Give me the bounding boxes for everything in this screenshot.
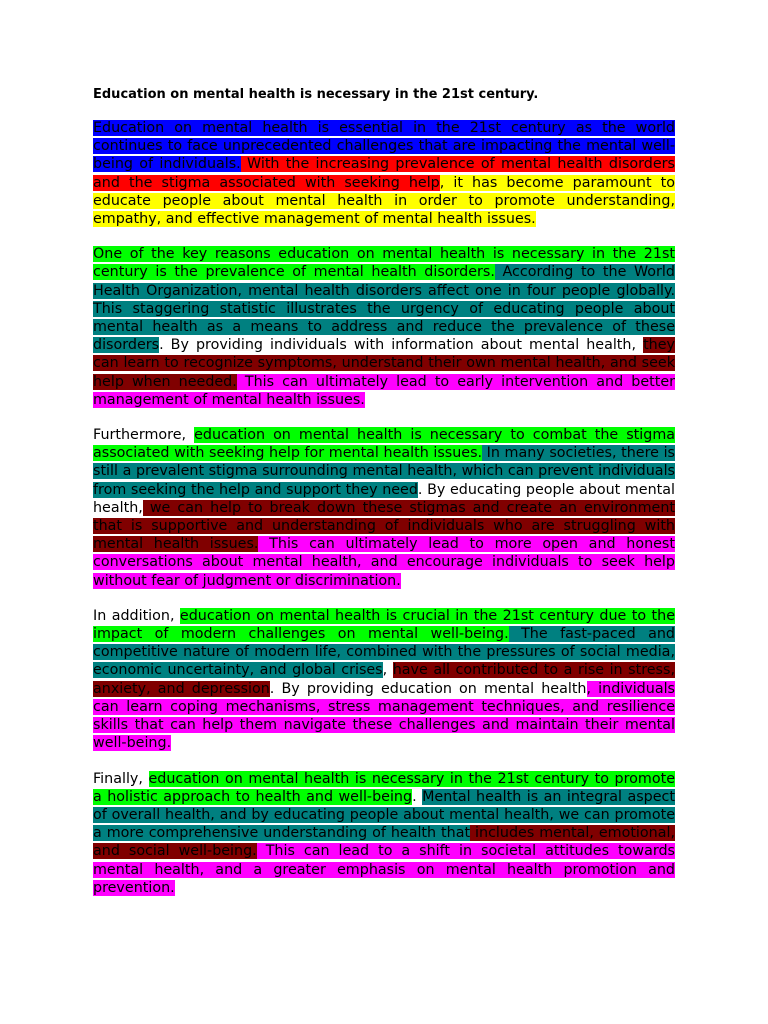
highlighted-text-teal: In many societies, there is still a prevalent stigma surrounding mental health, which can prevent individuals from seeking the help and support they need bbox=[93, 445, 675, 498]
highlighted-text-plain: . By providing individuals with information about mental health, bbox=[159, 337, 644, 354]
highlighted-text-plain: Furthermore, bbox=[93, 427, 195, 444]
highlighted-text-plain: . By providing education on mental health bbox=[269, 680, 587, 697]
highlighted-text-teal: According to the World Health Organization, mental health disorders affect one in four people globally. This staggering statistic illustrates the urgency of educating people about mental health as a means to address and reduce the prevalence of these disorders bbox=[93, 264, 675, 354]
highlighted-text-green: education on mental health is necessary to combat the stigma associated with seeking help for mental health issues. bbox=[93, 427, 676, 462]
document-title: Education on mental health is necessary in the 21st century. bbox=[93, 87, 539, 102]
highlighted-text-magenta: This can ultimately lead to early intervention and better management of mental health issues. bbox=[93, 373, 675, 408]
paragraph bbox=[93, 426, 675, 590]
highlighted-text-plain: . By educating people about mental health, bbox=[93, 481, 675, 516]
highlighted-text-blue: Education on mental health is essential in the 21st century as the world continues to face unprecedented challenges that are impacting the mental well-being of individuals. bbox=[93, 120, 675, 173]
highlighted-text-plain: Finally, bbox=[93, 770, 149, 787]
paragraph-container bbox=[93, 119, 675, 897]
highlighted-text-teal: Mental health is an integral aspect of overall health, and by educating people about mental health, we can promote a more comprehensive understanding of health that bbox=[93, 788, 675, 842]
highlighted-text-darkred: have all contributed to a rise in stress, anxiety, and depression bbox=[93, 662, 675, 697]
paragraph bbox=[93, 245, 675, 409]
highlighted-text-teal: The fast-paced and competitive nature of modern life, combined with the pressures of social media, economic uncertainty, and global crises bbox=[93, 626, 675, 679]
paragraph bbox=[93, 119, 675, 228]
paragraph bbox=[93, 770, 675, 897]
highlighted-text-magenta: This can lead to a shift in societal attitudes towards mental health, and a greater emphasis on mental health promotion and prevention. bbox=[93, 843, 675, 896]
highlighted-text-green: education on mental health is necessary in the 21st century to promote a holistic approach to health and well-being bbox=[93, 770, 675, 805]
highlighted-text-plain: In addition, bbox=[93, 607, 180, 624]
highlighted-text-magenta: This can ultimately lead to more open and honest conversations about mental health, and encourage individuals to seek help without fear of judgment or discrimination. bbox=[93, 536, 675, 589]
highlighted-text-plain: . bbox=[412, 788, 423, 805]
highlighted-text-yellow: , it has become paramount to educate people about mental health in order to promote understanding, empathy, and effective management of mental health issues. bbox=[93, 174, 675, 228]
highlighted-text-red: With the increasing prevalence of mental health disorders and the stigma associated with seeking help bbox=[93, 156, 675, 191]
document-body bbox=[93, 86, 675, 914]
highlighted-text-magenta: , individuals can learn coping mechanisms, stress management techniques, and resilience skills that can help them navigate these challenges and maintain their mental well-being. bbox=[93, 680, 676, 752]
highlighted-text-darkred: they can learn to recognize symptoms, understand their own mental health, and seek help when needed. bbox=[93, 337, 675, 390]
highlighted-text-green: education on mental health is crucial in the 21st century due to the impact of modern challenges on mental well-being. bbox=[93, 607, 675, 643]
paragraph bbox=[93, 607, 675, 753]
highlighted-text-plain: , bbox=[382, 662, 393, 679]
highlighted-text-green: One of the key reasons education on mental health is necessary in the 21st century is the prevalence of mental health disorders. bbox=[93, 246, 675, 281]
highlighted-text-darkred: we can help to break down these stigmas and create an environment that is supportive and understanding of individuals who are struggling with mental health issues. bbox=[93, 499, 675, 553]
highlighted-text-darkred: includes mental, emotional, and social well-being. bbox=[93, 825, 675, 860]
